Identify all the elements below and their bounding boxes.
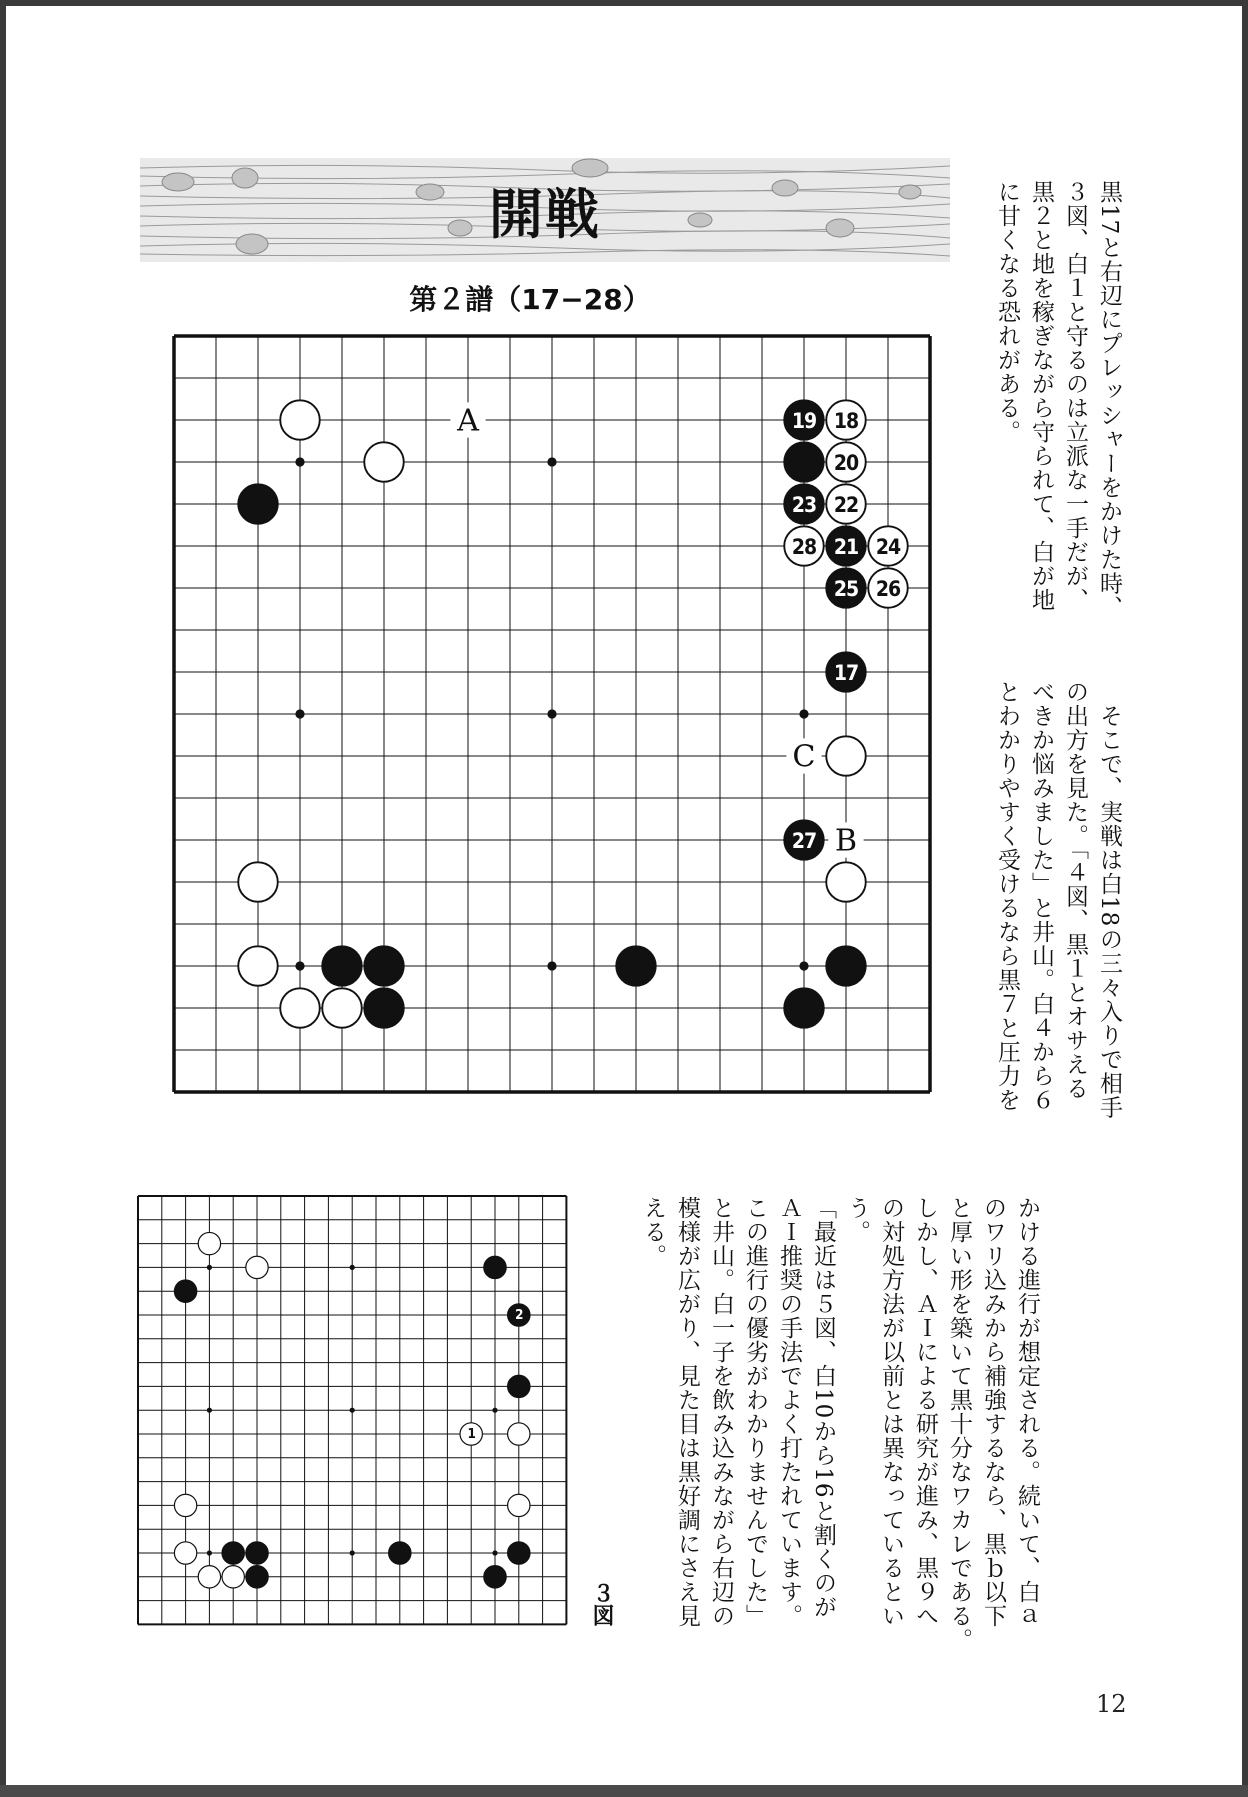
star-point <box>492 1550 497 1555</box>
white-stone <box>364 442 403 481</box>
text-line: べきか悩みました」と井山。白４から６ <box>1028 680 1054 1112</box>
text-line: ３図、白１と守るのは立派な一手だが、 <box>1062 180 1088 612</box>
star-point <box>207 1265 212 1270</box>
text-line: そこで、実戦は白18の三々入りで相手 <box>1096 680 1122 1120</box>
chapter-banner <box>140 158 950 262</box>
star-point <box>799 709 808 718</box>
white-stone <box>238 862 277 901</box>
black-stone <box>616 946 655 985</box>
viewer-bottom-bar <box>0 1785 1248 1797</box>
star-point <box>350 1550 355 1555</box>
move-number: 26 <box>875 576 901 601</box>
move-number: 22 <box>833 492 859 517</box>
white-stone <box>246 1256 268 1278</box>
text-line: う。 <box>844 1196 870 1244</box>
text-line: この進行の優劣がわかりませんでした」 <box>742 1196 768 1628</box>
text-column-bottom <box>636 1196 1044 1652</box>
text-line: 模様が広がり、見た目は黒好調にさえ見 <box>674 1196 700 1628</box>
figure-3-go-board <box>138 1196 568 1626</box>
board-marker-label: A <box>457 403 479 439</box>
black-stone <box>784 988 823 1027</box>
black-stone <box>784 442 823 481</box>
black-stone <box>364 988 403 1027</box>
main-go-board <box>174 336 932 1094</box>
text-line: 黒２と地を稼ぎながら守られて、白が地 <box>1028 180 1054 612</box>
move-number: 28 <box>791 534 817 559</box>
board-marker-label: B <box>834 823 858 859</box>
text-line: ＡＩ推奨の手法でよく打たれています。 <box>776 1196 802 1628</box>
text-column-top <box>990 180 1126 619</box>
white-stone <box>826 862 865 901</box>
white-stone <box>826 736 865 775</box>
move-number: 24 <box>875 534 901 559</box>
text-line: のワリ込みから補強するなら、黒ｂ以下 <box>980 1196 1006 1628</box>
chapter-title: 開戦 <box>489 182 601 246</box>
move-number: 23 <box>791 492 817 517</box>
white-stone <box>508 1494 530 1516</box>
white-stone <box>508 1423 530 1445</box>
text-line: しかし、ＡＩによる研究が進み、黒９へ <box>912 1196 938 1628</box>
star-point <box>207 1550 212 1555</box>
star-point <box>295 457 304 466</box>
star-point <box>547 457 556 466</box>
text-line: の対処方法が以前とは異なっているとい <box>878 1196 904 1628</box>
white-stone <box>238 946 277 985</box>
page-number: 12 <box>1096 1690 1127 1718</box>
black-stone <box>246 1566 268 1588</box>
black-stone <box>222 1542 244 1564</box>
text-line: とわかりやすく受けるなら黒７と圧力を <box>994 680 1020 1112</box>
black-stone <box>174 1280 196 1302</box>
move-number: 2 <box>515 1307 523 1323</box>
move-number: 20 <box>833 450 859 475</box>
game-record-subtitle: 第２譜（17−28） <box>409 283 651 316</box>
black-stone <box>246 1542 268 1564</box>
move-number: 27 <box>791 828 817 853</box>
star-point <box>350 1408 355 1413</box>
star-point <box>799 961 808 970</box>
black-stone <box>826 946 865 985</box>
text-line: かける進行が想定される。続いて、白ａ <box>1014 1196 1040 1628</box>
black-stone <box>238 484 277 523</box>
star-point <box>547 961 556 970</box>
black-stone <box>389 1542 411 1564</box>
board-marker-label: C <box>792 739 816 775</box>
white-stone <box>280 400 319 439</box>
white-stone <box>280 988 319 1027</box>
text-line: と井山。白一子を飲み込みながら右辺の <box>708 1196 734 1628</box>
star-point <box>492 1408 497 1413</box>
move-number: 18 <box>833 408 859 433</box>
text-line: 黒17と右辺にプレッシャーをかけた時、 <box>1096 180 1122 620</box>
white-stone <box>198 1232 220 1254</box>
star-point <box>547 709 556 718</box>
star-point <box>295 709 304 718</box>
text-line: に甘くなる恐れがある。 <box>994 180 1020 444</box>
white-stone <box>198 1566 220 1588</box>
white-stone <box>174 1494 196 1516</box>
star-point <box>350 1265 355 1270</box>
text-line: と厚い形を築いて黒十分なワカレである。 <box>946 1196 972 1652</box>
black-stone <box>322 946 361 985</box>
black-stone <box>484 1566 506 1588</box>
black-stone <box>508 1542 530 1564</box>
text-column-middle <box>990 680 1126 1119</box>
move-number: 21 <box>833 534 859 559</box>
move-number: 25 <box>833 576 859 601</box>
text-line: の出方を見た。「４図、黒１とオサえる <box>1062 680 1088 1101</box>
star-point <box>295 961 304 970</box>
black-stone <box>484 1256 506 1278</box>
move-number: 19 <box>791 408 817 433</box>
white-stone <box>222 1566 244 1588</box>
white-stone <box>174 1542 196 1564</box>
black-stone <box>508 1375 530 1397</box>
move-number: 1 <box>467 1426 475 1442</box>
star-point <box>207 1408 212 1413</box>
text-line: 「最近は５図、白10から16と割くのが <box>810 1196 836 1619</box>
text-line: える。 <box>640 1196 666 1268</box>
white-stone <box>322 988 361 1027</box>
black-stone <box>364 946 403 985</box>
figure-label: ３図 <box>589 1582 614 1626</box>
move-number: 17 <box>833 660 859 685</box>
